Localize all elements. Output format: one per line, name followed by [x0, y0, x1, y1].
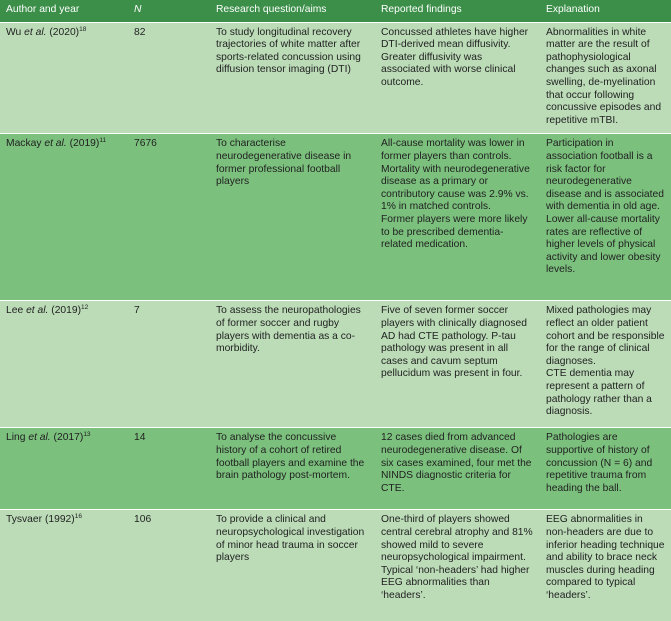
author-year-cell	[0, 301, 128, 428]
finding-text: One-third of players showed central cerebral atrophy and 81% showed mild to severe neuropsychological impairment.	[381, 514, 533, 564]
header-explanation: Explanation	[540, 0, 671, 22]
finding-text: Greater diffusivity was associated with worse clinical outcome.	[381, 51, 516, 88]
n-cell: 7676	[128, 134, 211, 301]
question-cell: To analyse the concussive history of a cohort of retired football players and examine the brain pathology post-mortem.	[211, 428, 375, 510]
reference-number: 11	[99, 137, 107, 145]
table-row	[0, 22, 671, 134]
finding-text: Mortality with neurodegenerative disease as a primary or contributory cause was 2.9% vs. 1% in matched controls.	[381, 163, 530, 213]
finding-text: Former players were more likely to be prescribed dementia-related medication.	[381, 213, 528, 251]
n-cell: 82	[128, 22, 211, 134]
header-author-year: Author and year	[0, 0, 128, 22]
header-findings: Reported findings	[375, 0, 540, 22]
author-year-cell	[0, 134, 128, 301]
explanation-cell	[540, 428, 671, 510]
author-year-cell	[0, 22, 128, 134]
et-al: et al.	[24, 26, 47, 38]
finding-text: Five of seven former soccer players with clinically diagnosed AD had CTE pathology. P-tau pathology was present in all cases and cavum septum pellucidum was present in four.	[381, 305, 527, 380]
author-name: Ling	[6, 432, 26, 444]
finding-text: Typical ‘non-headers’ had higher EEG abnormalities than ‘headers’.	[381, 564, 530, 601]
table-row	[0, 301, 671, 428]
question-cell: To study longitudinal recovery trajectories of white matter after sports-related concussion using diffusion tensor imaging (DTI)	[211, 22, 375, 134]
findings-cell	[375, 428, 540, 510]
table-row	[0, 510, 671, 621]
author-year-cell	[0, 428, 128, 510]
n-cell: 106	[128, 510, 211, 621]
explanation-cell	[540, 510, 671, 621]
explanation-text: Abnormalities in white matter are the result of pathophysiological changes such as axonal swelling, de-myelination that occur following concussive episodes and repetitive mTBI.	[546, 26, 662, 126]
findings-cell	[375, 134, 540, 301]
year: (2019)	[51, 305, 82, 317]
explanation-text: EEG abnormalities in non-headers are due to inferior heading technique and ability to brace neck muscles during heading compared to typical ‘headers’.	[546, 514, 665, 601]
findings-cell	[375, 22, 540, 134]
et-al: et al.	[26, 305, 49, 317]
author-year-cell	[0, 510, 128, 621]
n-cell: 7	[128, 301, 211, 428]
reference-number: 13	[83, 431, 91, 439]
table-row	[0, 428, 671, 510]
header-row	[0, 0, 671, 22]
finding-text: All-cause mortality was lower in former players than controls.	[381, 138, 525, 162]
et-al: et al.	[44, 138, 67, 150]
author-name: Wu	[6, 26, 22, 38]
et-al: et al.	[28, 432, 51, 444]
reference-number: 16	[74, 513, 82, 521]
question-cell: To provide a clinical and neuropsychological investigation of minor head trauma in soccer players	[211, 510, 375, 621]
explanation-text: CTE dementia may represent a pattern of pathology rather than a diagnosis.	[546, 368, 652, 418]
explanation-cell	[540, 301, 671, 428]
findings-cell	[375, 301, 540, 428]
author-name: Lee	[6, 305, 24, 317]
table-row	[0, 134, 671, 301]
year: (1992)	[44, 514, 75, 526]
question-cell: To characterise neurodegenerative disease in former professional football players	[211, 134, 375, 301]
n-cell: 14	[128, 428, 211, 510]
question-cell: To assess the neuropathologies of former soccer and rugby players with dementia as a co-morbidity.	[211, 301, 375, 428]
year: (2020)	[49, 26, 80, 38]
year: (2019)	[69, 138, 100, 150]
finding-text: Concussed athletes have higher DTI-derived mean diffusivity.	[381, 26, 529, 51]
explanation-cell	[540, 22, 671, 134]
finding-text: 12 cases died from advanced neurodegenerative disease. Of six cases examined, four met the NINDS diagnostic criteria for CTE.	[381, 432, 532, 494]
explanation-text: Pathologies are supportive of history of concussion (N = 6) and repetitive trauma from heading the ball.	[546, 432, 653, 494]
explanation-text: Mixed pathologies may reflect an older patient cohort and be responsible for the range of clinical diagnoses.	[546, 305, 665, 367]
author-name: Mackay	[6, 138, 42, 150]
header-n: N	[128, 0, 211, 22]
explanation-cell	[540, 134, 671, 301]
header-question: Research question/aims	[211, 0, 375, 22]
findings-cell	[375, 510, 540, 621]
year: (2017)	[53, 432, 84, 444]
explanation-text: Lower all-cause mortality rates are reflective of higher levels of physical activity and lower obesity levels.	[546, 213, 661, 276]
author-name: Tysvaer	[6, 514, 43, 526]
reference-number: 18	[79, 25, 87, 33]
explanation-text: Participation in association football is a risk factor for neurodegenerative disease and is associated with dementia in old age.	[546, 138, 664, 213]
reference-number: 12	[81, 304, 89, 312]
